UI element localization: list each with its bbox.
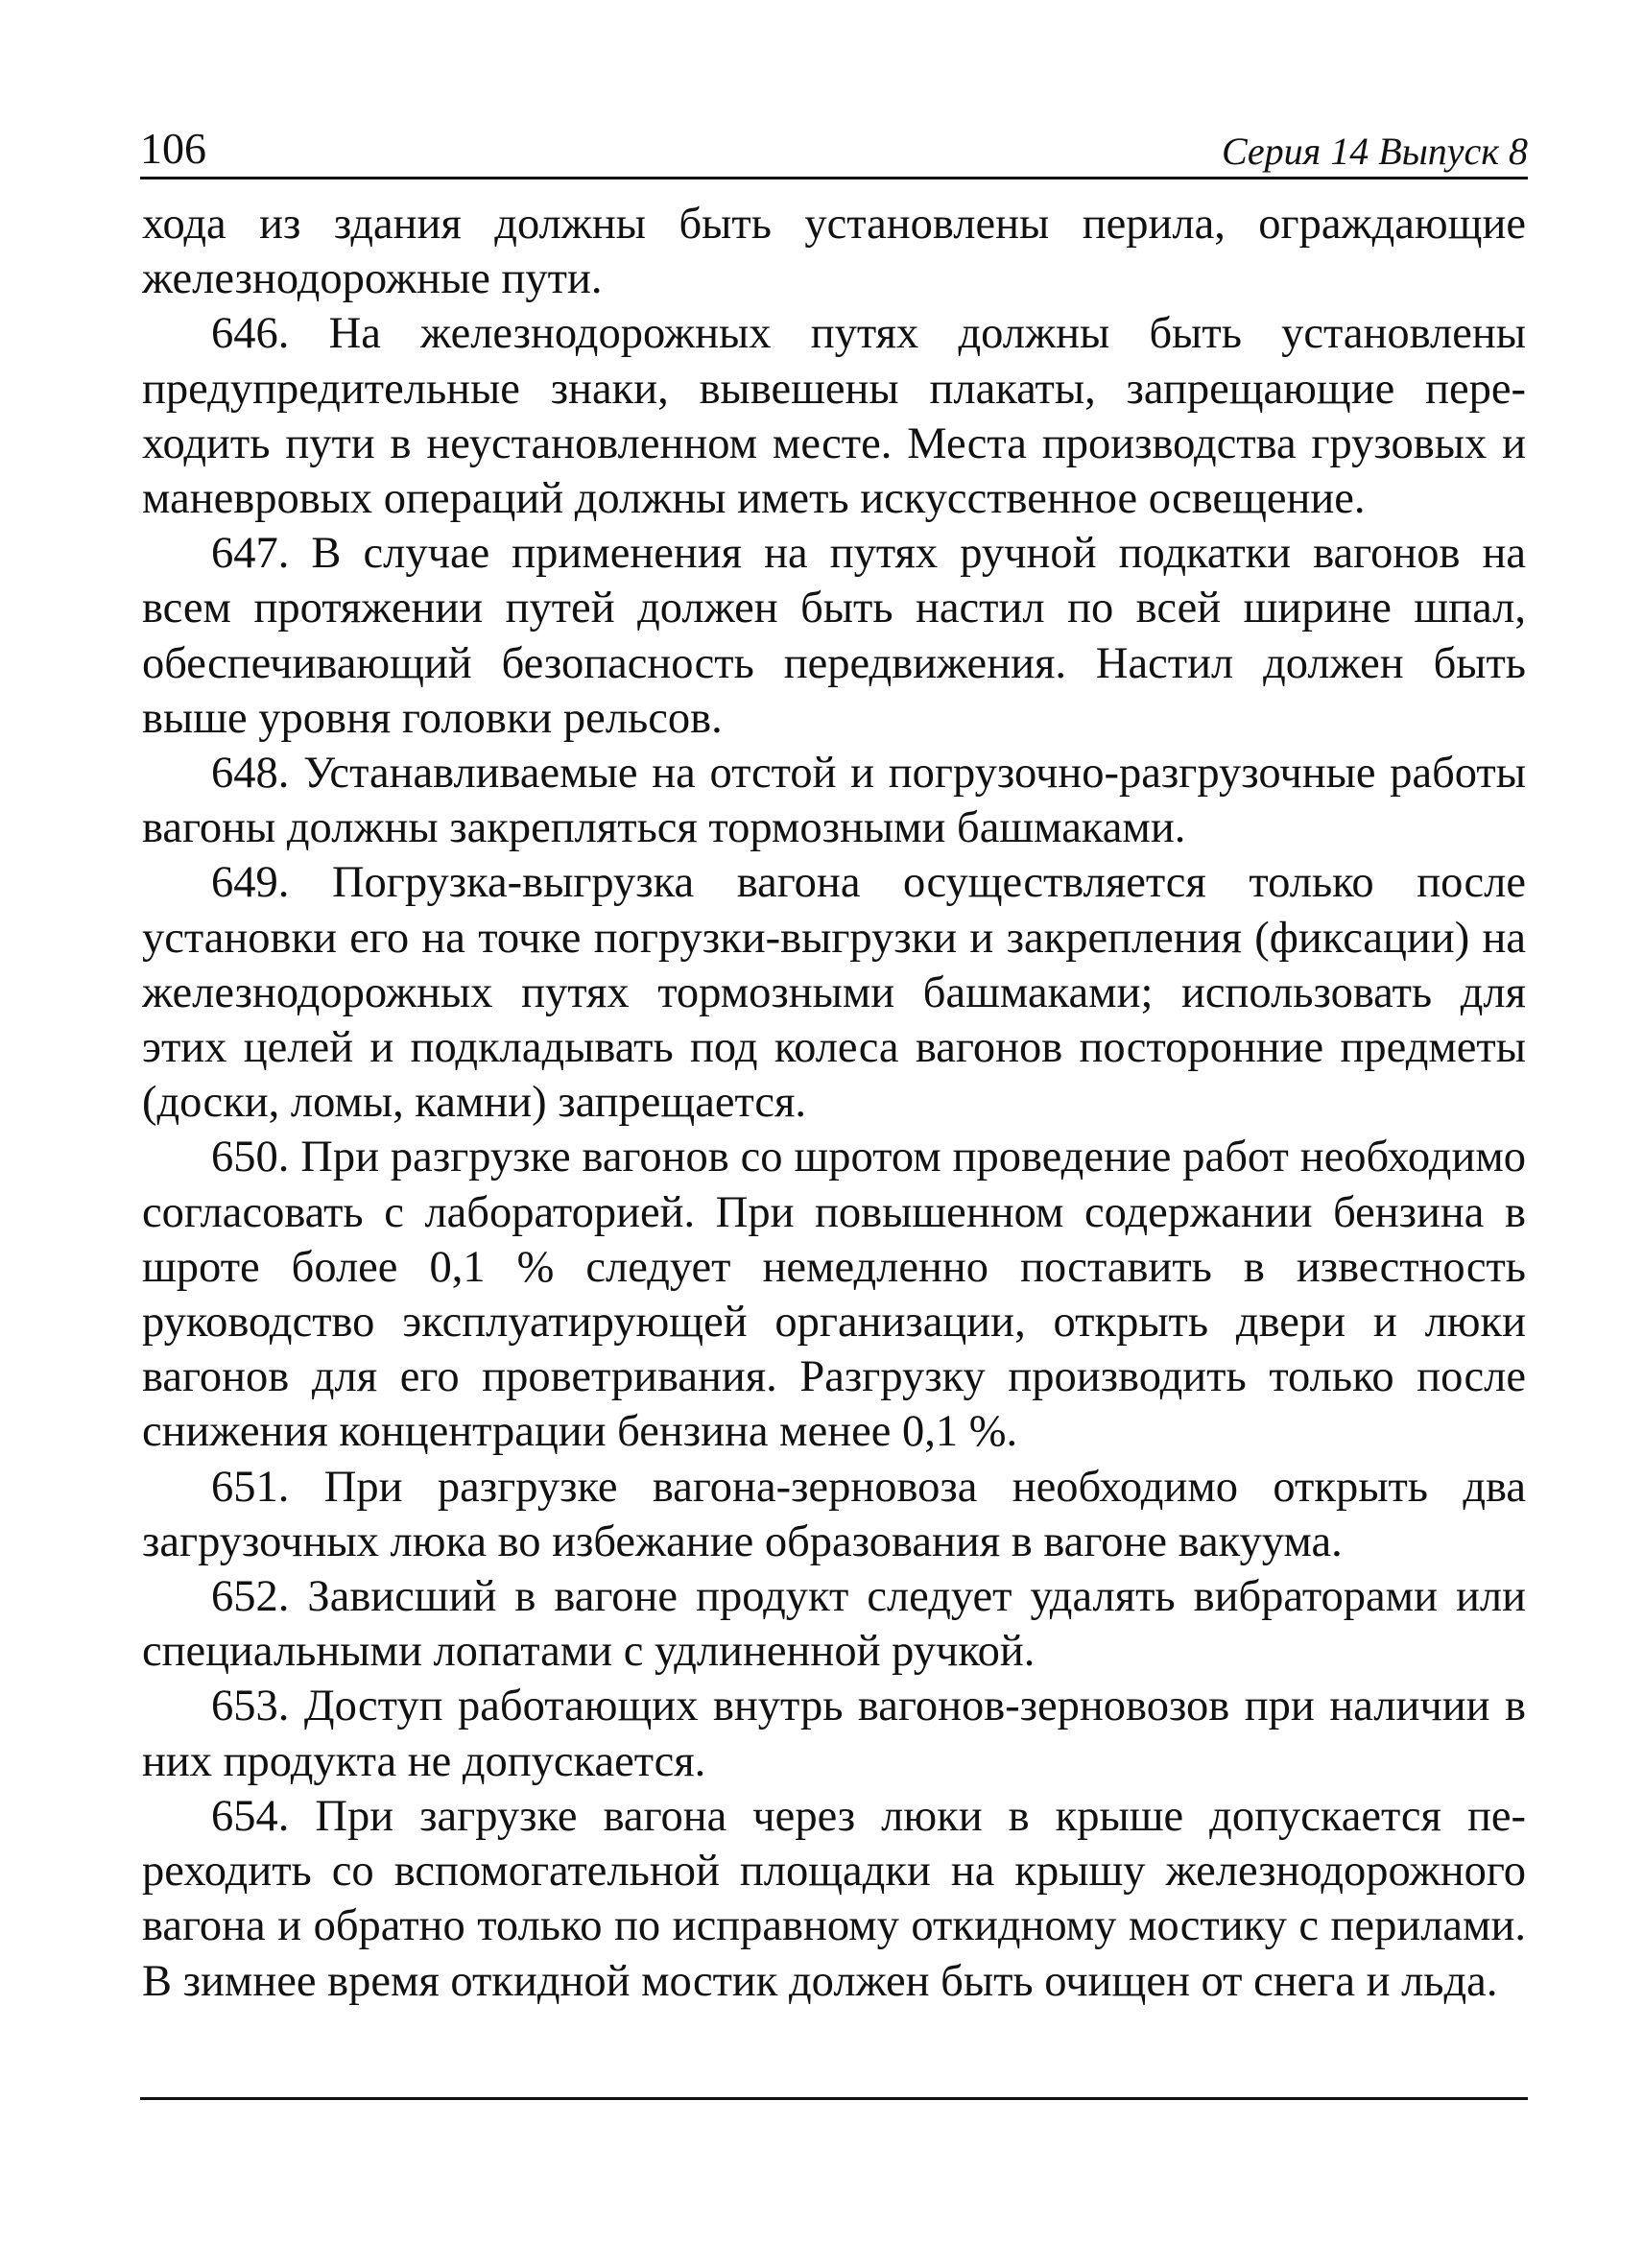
footer-rule — [140, 2097, 1528, 2100]
header-rule — [140, 177, 1528, 179]
page-header — [140, 125, 1528, 175]
paragraph-651: 651. При разгрузке вагона-зерновоза необходимо открыть два загрузочных люка во избежание образования в вагоне вакуума. — [142, 1462, 1526, 1566]
body-text — [142, 197, 1526, 2009]
page-number: 106 — [140, 124, 206, 173]
paragraph-654: 654. При загрузке вагона через люки в крыше допускается переходить со вспомогательной площадки на крышу железнодорожного вагона и обратно только по исправному откидному мостику с перилами. В зимнее время откидной мостик должен быть очищен от снега и льда. — [142, 1791, 1526, 2006]
paragraph-653: 653. Доступ работающих внутрь вагонов-зерновозов при наличии в них продукта не допускается. — [142, 1682, 1526, 1786]
paragraph-650: 650. При разгрузке вагонов со шротом проведение работ необходимо согласовать с лабораторией. При повышенном содержании бензина в шроте более 0,1 % следует немедленно поставить в известность руководство эксплуатирующей организации, открыть двери и люки вагонов для его проветривания. Разгрузку производить только после снижения концентрации бензина менее 0,1 %. — [142, 1133, 1526, 1457]
paragraph-647: 647. В случае применения на путях ручной подкатки вагонов на всем протяжении путей должен быть настил по всей ширине шпал, обеспечивающий безопасность передвижения. Настил должен быть выше уровня головки рельсов. — [142, 529, 1526, 743]
paragraph-648: 648. Устанавливаемые на отстой и погрузочно-разгрузочные работы вагоны должны закрепляться тормозными башмаками. — [142, 749, 1526, 853]
paragraph-continuation: хода из здания должны быть установлены перила, ограждающие железнодорожные пути. — [142, 200, 1526, 304]
paragraph-649: 649. Погрузка-выгрузка вагона осуществляется только после установки его на точке погрузки-выгрузки и закрепления (фиксации) на железнодорожных путях тормозными башмаками; использовать для этих целей и подкладывать под колеса вагонов посторонние предметы (доски, ломы, камни) запрещается. — [142, 858, 1526, 1128]
paragraph-652: 652. Зависший в вагоне продукт следует удалять вибраторами или специальными лопатами с удлиненной ручкой. — [142, 1572, 1526, 1677]
paragraph-646: 646. На железнодорожных путях должны быть установлены предупредительные знаки, вывешены плакаты, запрещающие переходить пути в неустановленном месте. Места производства грузовых и маневровых операций должны иметь искусственное освещение. — [142, 309, 1526, 524]
running-head: Серия 14 Выпуск 8 — [1221, 130, 1528, 173]
